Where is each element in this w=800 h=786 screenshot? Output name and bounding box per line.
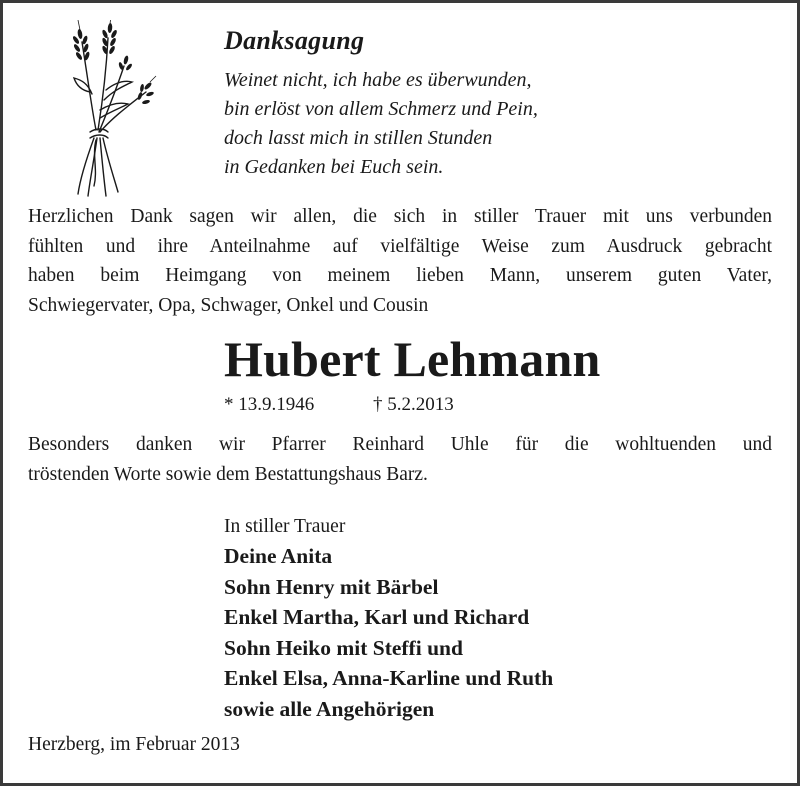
- place-and-date: Herzberg, im Februar 2013: [28, 734, 240, 755]
- paragraph-line: Besonders danken wir Pfarrer Reinhard Uhle für die wohltuenden und: [28, 434, 772, 455]
- poem: [224, 66, 538, 182]
- mourner-line: Enkel Elsa, Anna-Karline und Ruth: [224, 666, 554, 690]
- special-thanks-paragraph: [28, 430, 772, 489]
- death-date: † 5.2.2013: [373, 394, 454, 415]
- paragraph-line: haben beim Heimgang von meinem lieben Mann, unserem guten Vater,: [28, 265, 772, 286]
- mourner-line: Deine Anita: [224, 544, 333, 568]
- mourner-line: Sohn Henry mit Bärbel: [224, 574, 439, 599]
- mourner-line: Enkel Martha, Karl und Richard: [224, 605, 530, 629]
- thanks-paragraph: [28, 202, 772, 320]
- wheat-sheaf-icon: [62, 20, 157, 200]
- heading-danksagung: Danksagung: [224, 26, 365, 55]
- mourner-line: sowie alle Angehörigen: [224, 696, 435, 721]
- mourner-line: Sohn Heiko mit Steffi und: [224, 635, 463, 660]
- life-dates: [224, 394, 454, 416]
- mourners-list: [224, 512, 553, 724]
- mourning-intro: In stiller Trauer: [224, 516, 346, 537]
- paragraph-line: Schwiegervater, Opa, Schwager, Onkel und Cousin: [28, 294, 429, 316]
- deceased-name: Hubert Lehmann: [224, 331, 601, 387]
- paragraph-line: tröstenden Worte sowie dem Bestattungshaus Barz.: [28, 463, 428, 485]
- poem-line: Weinet nicht, ich habe es überwunden,: [224, 69, 532, 91]
- poem-line: bin erlöst von allem Schmerz und Pein,: [224, 98, 538, 120]
- poem-line: doch lasst mich in stillen Stunden: [224, 127, 493, 149]
- poem-line: in Gedanken bei Euch sein.: [224, 156, 444, 178]
- birth-date: * 13.9.1946: [224, 394, 315, 415]
- paragraph-line: Herzlichen Dank sagen wir allen, die sich in stiller Trauer mit uns verbunden: [28, 206, 772, 227]
- paragraph-line: fühlten und ihre Anteilnahme auf vielfältige Weise zum Ausdruck gebracht: [28, 235, 772, 257]
